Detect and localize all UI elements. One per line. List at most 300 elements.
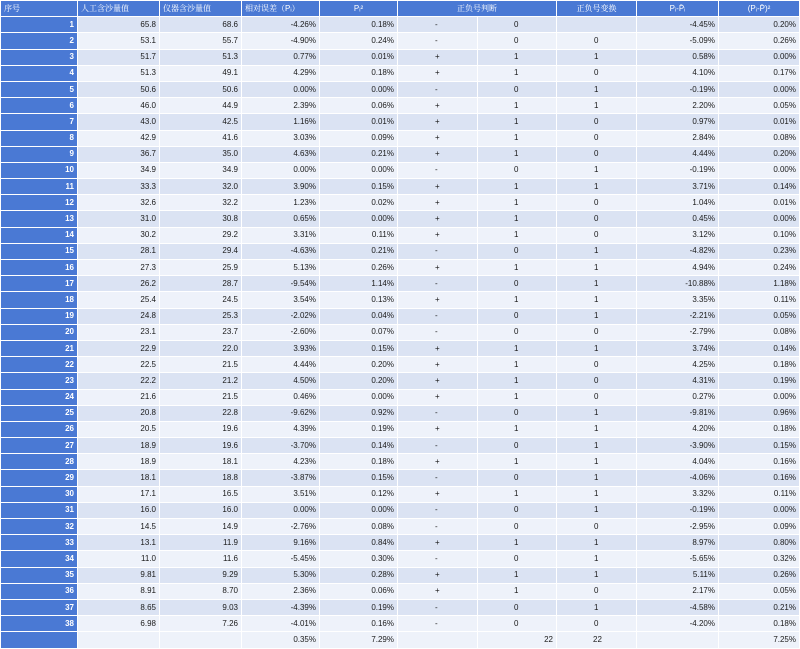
table-row bbox=[1, 405, 800, 421]
p-deviation-squared-cell: 0.26% bbox=[719, 33, 800, 49]
index-cell: 38 bbox=[1, 616, 78, 632]
instrument-value-cell: 24.5 bbox=[160, 292, 242, 308]
sign-cell: - bbox=[398, 308, 478, 324]
manual-value-cell: 30.2 bbox=[78, 227, 160, 243]
sign-judgement-cell: 0 bbox=[478, 162, 557, 178]
sign-cell: + bbox=[398, 146, 478, 162]
sign-judgement-cell: 0 bbox=[478, 17, 557, 33]
sign-judgement-cell: 1 bbox=[478, 260, 557, 276]
sign-cell: - bbox=[398, 502, 478, 518]
instrument-value-cell: 49.1 bbox=[160, 65, 242, 81]
p-deviation-cell: -3.90% bbox=[637, 438, 719, 454]
table-row bbox=[1, 276, 800, 292]
p-squared-cell: 0.18% bbox=[320, 65, 398, 81]
p-deviation-cell: -5.09% bbox=[637, 33, 719, 49]
p-deviation-squared-cell: 0.15% bbox=[719, 438, 800, 454]
index-cell: 33 bbox=[1, 535, 78, 551]
sign-judgement-cell: 0 bbox=[478, 438, 557, 454]
p-squared-cell: 0.24% bbox=[320, 33, 398, 49]
p-deviation-cell: 0.58% bbox=[637, 49, 719, 65]
instrument-value-cell: 19.6 bbox=[160, 438, 242, 454]
header-manual-sediment: 人工含沙量值 bbox=[78, 1, 160, 17]
header-row bbox=[1, 1, 800, 17]
instrument-value-cell: 29.2 bbox=[160, 227, 242, 243]
instrument-value-cell: 44.9 bbox=[160, 98, 242, 114]
p-deviation-cell: -10.88% bbox=[637, 276, 719, 292]
p-deviation-cell: -2.79% bbox=[637, 324, 719, 340]
table-row bbox=[1, 535, 800, 551]
p-deviation-cell: 1.04% bbox=[637, 195, 719, 211]
instrument-value-cell: 32.0 bbox=[160, 179, 242, 195]
relative-error-cell: 3.54% bbox=[242, 292, 320, 308]
p-squared-cell: 0.12% bbox=[320, 486, 398, 502]
manual-value-cell: 11.0 bbox=[78, 551, 160, 567]
relative-error-cell: -4.26% bbox=[242, 17, 320, 33]
sign-judgement-cell: 1 bbox=[478, 195, 557, 211]
sign-judgement-cell: 1 bbox=[478, 146, 557, 162]
relative-error-cell: 5.30% bbox=[242, 567, 320, 583]
instrument-value-cell: 11.6 bbox=[160, 551, 242, 567]
p-deviation-squared-cell: 0.00% bbox=[719, 162, 800, 178]
index-cell: 28 bbox=[1, 454, 78, 470]
manual-value-cell: 65.8 bbox=[78, 17, 160, 33]
p-deviation-squared-cell: 0.01% bbox=[719, 195, 800, 211]
manual-value-cell: 31.0 bbox=[78, 211, 160, 227]
p-deviation-squared-cell: 0.14% bbox=[719, 340, 800, 356]
sign-judgement-cell: 1 bbox=[478, 227, 557, 243]
p-deviation-squared-cell: 0.24% bbox=[719, 260, 800, 276]
table-row bbox=[1, 195, 800, 211]
header-relative-error: 相对误差（Pᵢ） bbox=[242, 1, 320, 17]
p-squared-cell: 0.19% bbox=[320, 599, 398, 615]
sign-change-cell: 0 bbox=[557, 195, 637, 211]
p-deviation-cell: 4.10% bbox=[637, 65, 719, 81]
sign-judgement-cell: 1 bbox=[478, 340, 557, 356]
summary-mean-error: 0.35% bbox=[242, 632, 320, 648]
index-cell: 12 bbox=[1, 195, 78, 211]
sign-cell: + bbox=[398, 373, 478, 389]
table-row bbox=[1, 243, 800, 259]
instrument-value-cell: 21.5 bbox=[160, 389, 242, 405]
sign-judgement-cell: 0 bbox=[478, 470, 557, 486]
relative-error-cell: -4.01% bbox=[242, 616, 320, 632]
relative-error-cell: -5.45% bbox=[242, 551, 320, 567]
sign-judgement-cell: 0 bbox=[478, 276, 557, 292]
p-deviation-squared-cell: 0.17% bbox=[719, 65, 800, 81]
index-cell: 22 bbox=[1, 357, 78, 373]
p-deviation-squared-cell: 0.16% bbox=[719, 470, 800, 486]
instrument-value-cell: 11.9 bbox=[160, 535, 242, 551]
p-deviation-cell: 2.84% bbox=[637, 130, 719, 146]
sign-cell: - bbox=[398, 599, 478, 615]
header-sign-judgement: 正负号判断 bbox=[398, 1, 557, 17]
table-row bbox=[1, 340, 800, 356]
sign-change-cell: 0 bbox=[557, 146, 637, 162]
instrument-value-cell: 16.5 bbox=[160, 486, 242, 502]
relative-error-cell: 2.36% bbox=[242, 583, 320, 599]
instrument-value-cell: 19.6 bbox=[160, 421, 242, 437]
manual-value-cell: 27.3 bbox=[78, 260, 160, 276]
table-body bbox=[1, 17, 800, 632]
table-row bbox=[1, 308, 800, 324]
manual-value-cell: 46.0 bbox=[78, 98, 160, 114]
instrument-value-cell: 25.9 bbox=[160, 260, 242, 276]
index-cell: 24 bbox=[1, 389, 78, 405]
index-cell: 21 bbox=[1, 340, 78, 356]
relative-error-cell: 3.31% bbox=[242, 227, 320, 243]
p-squared-cell: 0.18% bbox=[320, 454, 398, 470]
p-deviation-cell: 0.45% bbox=[637, 211, 719, 227]
relative-error-cell: 3.93% bbox=[242, 340, 320, 356]
sign-change-cell: 1 bbox=[557, 98, 637, 114]
summary-blank-2 bbox=[160, 632, 242, 648]
sign-change-cell: 1 bbox=[557, 535, 637, 551]
p-deviation-cell: 2.20% bbox=[637, 98, 719, 114]
p-squared-cell: 0.21% bbox=[320, 146, 398, 162]
relative-error-cell: 0.77% bbox=[242, 49, 320, 65]
sign-judgement-cell: 1 bbox=[478, 486, 557, 502]
sign-cell: + bbox=[398, 421, 478, 437]
sign-cell: + bbox=[398, 292, 478, 308]
p-deviation-cell: -0.19% bbox=[637, 81, 719, 97]
manual-value-cell: 18.9 bbox=[78, 454, 160, 470]
index-cell: 8 bbox=[1, 130, 78, 146]
p-squared-cell: 0.00% bbox=[320, 211, 398, 227]
relative-error-cell: -9.54% bbox=[242, 276, 320, 292]
manual-value-cell: 24.8 bbox=[78, 308, 160, 324]
summary-row bbox=[1, 632, 800, 648]
p-deviation-cell: -2.21% bbox=[637, 308, 719, 324]
index-cell: 7 bbox=[1, 114, 78, 130]
sign-change-cell: 1 bbox=[557, 243, 637, 259]
p-deviation-squared-cell: 0.18% bbox=[719, 421, 800, 437]
table-row bbox=[1, 373, 800, 389]
instrument-value-cell: 68.6 bbox=[160, 17, 242, 33]
sign-change-cell: 0 bbox=[557, 389, 637, 405]
sign-cell: + bbox=[398, 357, 478, 373]
sign-change-cell: 1 bbox=[557, 599, 637, 615]
table-row bbox=[1, 211, 800, 227]
relative-error-cell: 2.39% bbox=[242, 98, 320, 114]
sign-judgement-cell: 1 bbox=[478, 179, 557, 195]
table-row bbox=[1, 454, 800, 470]
p-deviation-squared-cell: 0.08% bbox=[719, 324, 800, 340]
manual-value-cell: 16.0 bbox=[78, 502, 160, 518]
instrument-value-cell: 21.5 bbox=[160, 357, 242, 373]
table-row bbox=[1, 470, 800, 486]
sign-cell: - bbox=[398, 81, 478, 97]
sign-change-cell: 1 bbox=[557, 340, 637, 356]
sign-judgement-cell: 0 bbox=[478, 616, 557, 632]
instrument-value-cell: 21.2 bbox=[160, 373, 242, 389]
p-squared-cell: 0.30% bbox=[320, 551, 398, 567]
sign-change-cell: 1 bbox=[557, 308, 637, 324]
relative-error-cell: 1.23% bbox=[242, 195, 320, 211]
p-deviation-squared-cell: 0.11% bbox=[719, 486, 800, 502]
sign-judgement-cell: 1 bbox=[478, 49, 557, 65]
sign-judgement-cell: 1 bbox=[478, 389, 557, 405]
p-deviation-squared-cell: 0.16% bbox=[719, 454, 800, 470]
sign-judgement-cell: 1 bbox=[478, 567, 557, 583]
relative-error-cell: 0.00% bbox=[242, 502, 320, 518]
table-row bbox=[1, 49, 800, 65]
sign-change-cell: 0 bbox=[557, 373, 637, 389]
p-deviation-cell: 4.94% bbox=[637, 260, 719, 276]
index-cell: 17 bbox=[1, 276, 78, 292]
sign-cell: + bbox=[398, 49, 478, 65]
relative-error-cell: -4.39% bbox=[242, 599, 320, 615]
p-squared-cell: 0.00% bbox=[320, 81, 398, 97]
p-squared-cell: 0.14% bbox=[320, 438, 398, 454]
index-cell: 36 bbox=[1, 583, 78, 599]
p-deviation-cell: -2.95% bbox=[637, 519, 719, 535]
sign-change-cell bbox=[557, 17, 637, 33]
header-p-deviation: Pᵢ-P̄ᵢ bbox=[637, 1, 719, 17]
p-deviation-cell: 3.32% bbox=[637, 486, 719, 502]
p-deviation-squared-cell: 0.21% bbox=[719, 599, 800, 615]
sign-change-cell: 1 bbox=[557, 292, 637, 308]
p-deviation-cell: 3.12% bbox=[637, 227, 719, 243]
sign-cell: - bbox=[398, 519, 478, 535]
p-deviation-cell: 0.27% bbox=[637, 389, 719, 405]
p-squared-cell: 0.02% bbox=[320, 195, 398, 211]
instrument-value-cell: 9.03 bbox=[160, 599, 242, 615]
sign-judgement-cell: 0 bbox=[478, 243, 557, 259]
p-deviation-cell: 4.44% bbox=[637, 146, 719, 162]
table-row bbox=[1, 130, 800, 146]
manual-value-cell: 26.2 bbox=[78, 276, 160, 292]
manual-value-cell: 43.0 bbox=[78, 114, 160, 130]
relative-error-cell: -9.62% bbox=[242, 405, 320, 421]
sign-judgement-cell: 0 bbox=[478, 308, 557, 324]
sign-change-cell: 0 bbox=[557, 583, 637, 599]
instrument-value-cell: 42.5 bbox=[160, 114, 242, 130]
manual-value-cell: 28.1 bbox=[78, 243, 160, 259]
p-deviation-squared-cell: 0.19% bbox=[719, 373, 800, 389]
relative-error-cell: 0.00% bbox=[242, 162, 320, 178]
sign-judgement-cell: 1 bbox=[478, 98, 557, 114]
sign-judgement-cell: 1 bbox=[478, 292, 557, 308]
sign-cell: - bbox=[398, 470, 478, 486]
p-squared-cell: 0.26% bbox=[320, 260, 398, 276]
sign-change-cell: 1 bbox=[557, 454, 637, 470]
manual-value-cell: 8.65 bbox=[78, 599, 160, 615]
p-squared-cell: 0.07% bbox=[320, 324, 398, 340]
table-row bbox=[1, 616, 800, 632]
relative-error-cell: -4.90% bbox=[242, 33, 320, 49]
p-deviation-cell: 4.25% bbox=[637, 357, 719, 373]
manual-value-cell: 51.3 bbox=[78, 65, 160, 81]
p-squared-cell: 0.04% bbox=[320, 308, 398, 324]
relative-error-cell: 4.39% bbox=[242, 421, 320, 437]
p-squared-cell: 0.06% bbox=[320, 98, 398, 114]
p-deviation-squared-cell: 0.00% bbox=[719, 389, 800, 405]
p-deviation-squared-cell: 0.11% bbox=[719, 292, 800, 308]
sign-cell: - bbox=[398, 33, 478, 49]
index-cell: 23 bbox=[1, 373, 78, 389]
p-deviation-cell: -0.19% bbox=[637, 162, 719, 178]
p-deviation-cell: 4.31% bbox=[637, 373, 719, 389]
manual-value-cell: 22.9 bbox=[78, 340, 160, 356]
instrument-value-cell: 32.2 bbox=[160, 195, 242, 211]
p-squared-cell: 0.13% bbox=[320, 292, 398, 308]
p-deviation-squared-cell: 0.00% bbox=[719, 49, 800, 65]
sign-cell: + bbox=[398, 454, 478, 470]
sign-cell: + bbox=[398, 535, 478, 551]
table-row bbox=[1, 357, 800, 373]
manual-value-cell: 18.1 bbox=[78, 470, 160, 486]
sign-change-cell: 1 bbox=[557, 470, 637, 486]
table-row bbox=[1, 114, 800, 130]
p-deviation-squared-cell: 0.00% bbox=[719, 211, 800, 227]
p-squared-cell: 0.11% bbox=[320, 227, 398, 243]
p-deviation-cell: 3.71% bbox=[637, 179, 719, 195]
sign-judgement-cell: 0 bbox=[478, 502, 557, 518]
index-cell: 20 bbox=[1, 324, 78, 340]
table-row bbox=[1, 65, 800, 81]
manual-value-cell: 23.1 bbox=[78, 324, 160, 340]
sign-change-cell: 1 bbox=[557, 49, 637, 65]
table-row bbox=[1, 599, 800, 615]
table-row bbox=[1, 179, 800, 195]
p-squared-cell: 0.00% bbox=[320, 502, 398, 518]
relative-error-cell: 9.16% bbox=[242, 535, 320, 551]
p-deviation-cell: -4.06% bbox=[637, 470, 719, 486]
sign-judgement-cell: 1 bbox=[478, 65, 557, 81]
index-cell: 3 bbox=[1, 49, 78, 65]
sign-change-cell: 1 bbox=[557, 486, 637, 502]
summary-index-cell bbox=[1, 632, 78, 648]
index-cell: 2 bbox=[1, 33, 78, 49]
table-row bbox=[1, 81, 800, 97]
sign-change-cell: 0 bbox=[557, 519, 637, 535]
p-deviation-squared-cell: 0.01% bbox=[719, 114, 800, 130]
header-p-squared: Pᵢ² bbox=[320, 1, 398, 17]
p-deviation-squared-cell: 0.14% bbox=[719, 179, 800, 195]
sign-change-cell: 0 bbox=[557, 65, 637, 81]
instrument-value-cell: 22.0 bbox=[160, 340, 242, 356]
sign-judgement-cell: 0 bbox=[478, 551, 557, 567]
relative-error-cell: -3.70% bbox=[242, 438, 320, 454]
p-deviation-cell: -4.58% bbox=[637, 599, 719, 615]
p-deviation-squared-cell: 0.09% bbox=[719, 519, 800, 535]
sign-change-cell: 1 bbox=[557, 502, 637, 518]
p-squared-cell: 1.14% bbox=[320, 276, 398, 292]
summary-sign-change-count: 22 bbox=[557, 632, 637, 648]
sign-change-cell: 0 bbox=[557, 33, 637, 49]
instrument-value-cell: 34.9 bbox=[160, 162, 242, 178]
instrument-value-cell: 8.70 bbox=[160, 583, 242, 599]
relative-error-cell: 4.23% bbox=[242, 454, 320, 470]
p-deviation-squared-cell: 0.26% bbox=[719, 567, 800, 583]
index-cell: 34 bbox=[1, 551, 78, 567]
manual-value-cell: 42.9 bbox=[78, 130, 160, 146]
relative-error-cell: -2.02% bbox=[242, 308, 320, 324]
p-deviation-cell: 4.20% bbox=[637, 421, 719, 437]
sign-change-cell: 0 bbox=[557, 616, 637, 632]
relative-error-cell: 0.46% bbox=[242, 389, 320, 405]
p-deviation-cell: 3.74% bbox=[637, 340, 719, 356]
instrument-value-cell: 35.0 bbox=[160, 146, 242, 162]
sign-change-cell: 1 bbox=[557, 421, 637, 437]
header-p-deviation-squared: (Pᵢ-P̄)² bbox=[719, 1, 800, 17]
p-deviation-squared-cell: 0.05% bbox=[719, 308, 800, 324]
sign-cell: - bbox=[398, 243, 478, 259]
p-deviation-squared-cell: 0.20% bbox=[719, 146, 800, 162]
manual-value-cell: 18.9 bbox=[78, 438, 160, 454]
sign-cell: - bbox=[398, 276, 478, 292]
instrument-value-cell: 50.6 bbox=[160, 81, 242, 97]
p-deviation-squared-cell: 0.00% bbox=[719, 81, 800, 97]
table-row bbox=[1, 324, 800, 340]
sign-cell: + bbox=[398, 583, 478, 599]
index-cell: 25 bbox=[1, 405, 78, 421]
manual-value-cell: 8.91 bbox=[78, 583, 160, 599]
sign-change-cell: 1 bbox=[557, 276, 637, 292]
table-row bbox=[1, 486, 800, 502]
p-deviation-cell: -5.65% bbox=[637, 551, 719, 567]
table-row bbox=[1, 583, 800, 599]
manual-value-cell: 13.1 bbox=[78, 535, 160, 551]
instrument-value-cell: 7.26 bbox=[160, 616, 242, 632]
summary-blank-3 bbox=[398, 632, 478, 648]
p-squared-cell: 0.21% bbox=[320, 243, 398, 259]
p-deviation-cell: 4.04% bbox=[637, 454, 719, 470]
sign-cell: - bbox=[398, 162, 478, 178]
p-deviation-squared-cell: 0.10% bbox=[719, 227, 800, 243]
sign-change-cell: 1 bbox=[557, 567, 637, 583]
table-row bbox=[1, 551, 800, 567]
sign-cell: - bbox=[398, 438, 478, 454]
p-squared-cell: 0.01% bbox=[320, 49, 398, 65]
sign-cell: + bbox=[398, 486, 478, 502]
manual-value-cell: 32.6 bbox=[78, 195, 160, 211]
table-row bbox=[1, 98, 800, 114]
table-row bbox=[1, 292, 800, 308]
instrument-value-cell: 25.3 bbox=[160, 308, 242, 324]
table-row bbox=[1, 162, 800, 178]
sign-judgement-cell: 1 bbox=[478, 454, 557, 470]
sign-judgement-cell: 1 bbox=[478, 535, 557, 551]
index-cell: 5 bbox=[1, 81, 78, 97]
manual-value-cell: 17.1 bbox=[78, 486, 160, 502]
sign-judgement-cell: 1 bbox=[478, 583, 557, 599]
summary-blank-1 bbox=[78, 632, 160, 648]
sign-change-cell: 0 bbox=[557, 114, 637, 130]
sign-change-cell: 1 bbox=[557, 81, 637, 97]
relative-error-cell: 0.00% bbox=[242, 81, 320, 97]
relative-error-cell: 3.51% bbox=[242, 486, 320, 502]
sign-cell: + bbox=[398, 65, 478, 81]
manual-value-cell: 22.2 bbox=[78, 373, 160, 389]
index-cell: 1 bbox=[1, 17, 78, 33]
instrument-value-cell: 23.7 bbox=[160, 324, 242, 340]
relative-error-cell: 0.65% bbox=[242, 211, 320, 227]
index-cell: 4 bbox=[1, 65, 78, 81]
summary-blank-4 bbox=[637, 632, 719, 648]
summary-deviation-squared-sum: 7.25% bbox=[719, 632, 800, 648]
relative-error-cell: -2.76% bbox=[242, 519, 320, 535]
relative-error-cell: -2.60% bbox=[242, 324, 320, 340]
p-deviation-cell: -4.82% bbox=[637, 243, 719, 259]
instrument-value-cell: 9.29 bbox=[160, 567, 242, 583]
instrument-value-cell: 29.4 bbox=[160, 243, 242, 259]
sign-change-cell: 1 bbox=[557, 260, 637, 276]
manual-value-cell: 50.6 bbox=[78, 81, 160, 97]
sign-judgement-cell: 1 bbox=[478, 114, 557, 130]
table-row bbox=[1, 438, 800, 454]
sign-cell: + bbox=[398, 567, 478, 583]
